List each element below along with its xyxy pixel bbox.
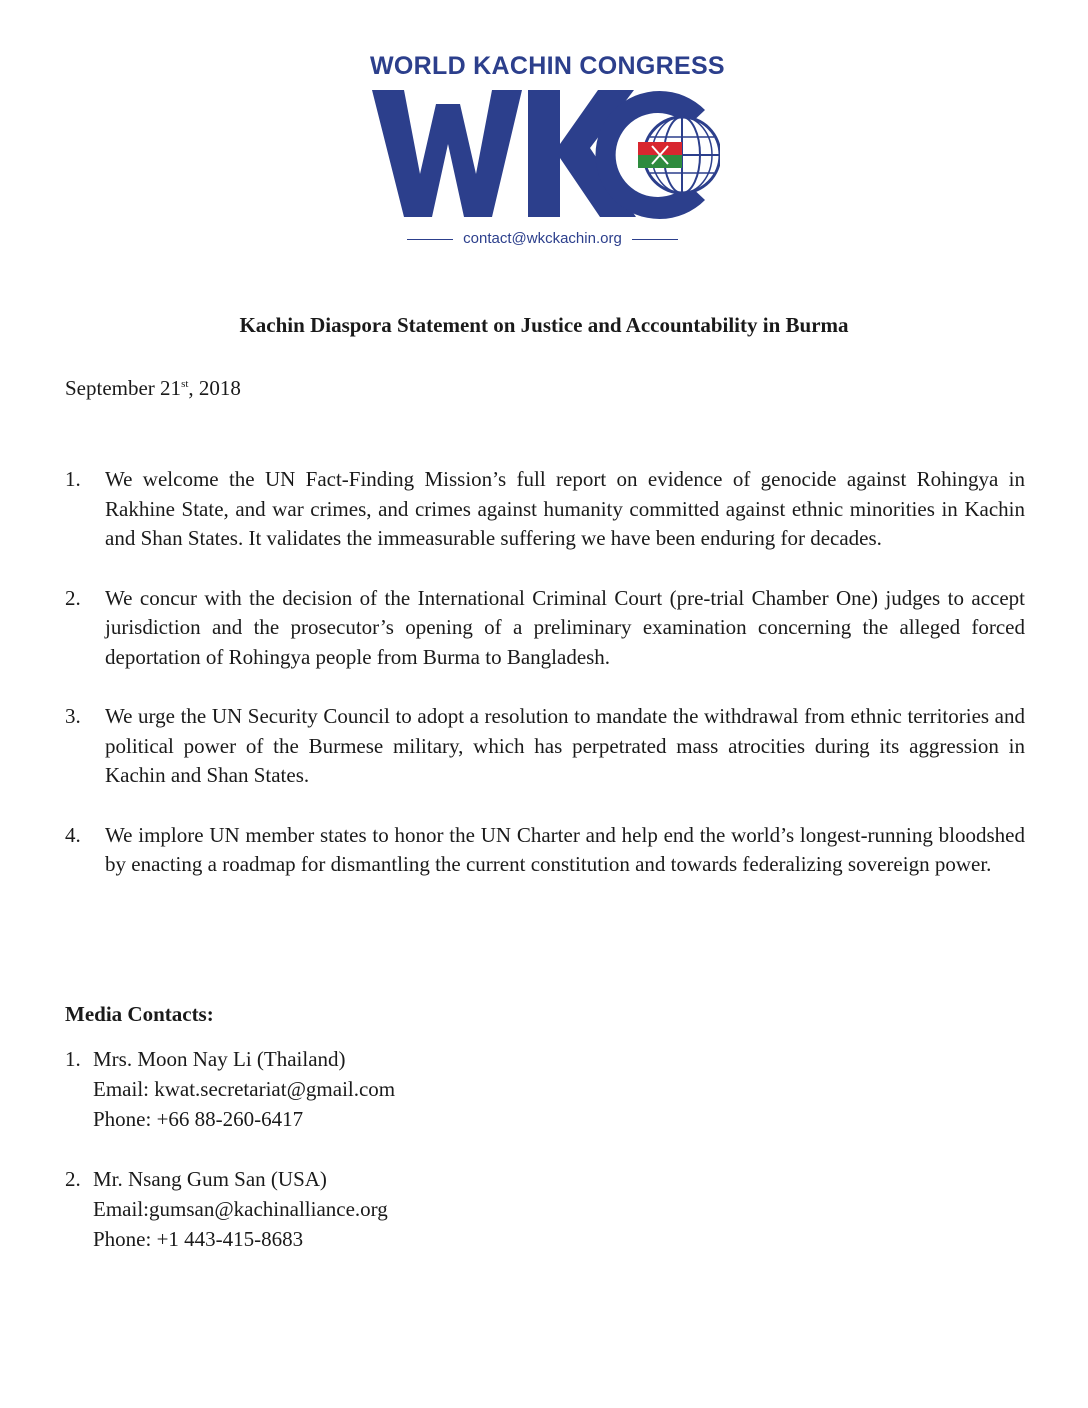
- contact-name: Mrs. Moon Nay Li (Thailand): [93, 1047, 346, 1071]
- contact-email[interactable]: Email:gumsan@kachinalliance.org: [93, 1197, 388, 1221]
- statement-item: [65, 465, 1025, 554]
- contact-item: [65, 1164, 395, 1254]
- contact-item: [65, 1044, 395, 1134]
- date-prefix: September 21: [65, 376, 182, 400]
- media-contacts-heading: Media Contacts:: [65, 1002, 214, 1026]
- contact-number: 2.: [65, 1167, 81, 1191]
- date-suffix: st: [181, 378, 189, 390]
- statement-text: We welcome the UN Fact-Finding Mission’s full report on evidence of genocide against Rohingya in Rakhine State, and war crimes, and crimes against humanity committed against ethnic minorities in Kachin and Shan States. It validates the immeasurable suffering we have been enduring for decades.: [105, 467, 1025, 550]
- statement-list: [65, 465, 1025, 910]
- statement-item: [65, 584, 1025, 673]
- statement-number: 3.: [65, 704, 81, 728]
- media-contacts-list: [65, 1044, 395, 1284]
- contact-phone: Phone: +1 443-415-8683: [93, 1227, 304, 1251]
- wkc-logo: [330, 52, 750, 252]
- email-text[interactable]: contact@wkckachin.org: [463, 230, 622, 247]
- contact-name: Mr. Nsang Gum San (USA): [93, 1167, 327, 1191]
- wkc-logo-mark: [370, 82, 720, 277]
- document-title: Kachin Diaspora Statement on Justice and Accountability in Burma: [239, 313, 849, 337]
- logo-letter-w: [372, 90, 522, 217]
- organization-name: WORLD KACHIN CONGRESS: [370, 52, 725, 80]
- contact-email[interactable]: Email: kwat.secretariat@gmail.com: [93, 1077, 396, 1101]
- kachin-flag-icon: [638, 142, 682, 168]
- organization-email: [370, 230, 715, 247]
- email-rule-left: [407, 239, 453, 240]
- document-date: [65, 376, 241, 401]
- statement-item: [65, 821, 1025, 880]
- statement-text: We implore UN member states to honor the UN Charter and help end the world’s longest-running bloodshed by enacting a roadmap for dismantling the current constitution and towards federalizing sovereign power.: [105, 822, 1025, 876]
- contact-number: 1.: [65, 1047, 81, 1071]
- statement-text: We concur with the decision of the International Criminal Court (pre-trial Chamber One) judges to accept jurisdiction and the prosecutor’s opening of a preliminary examination concerning the alleged forced deportation of Rohingya people from Burma to Bangladesh.: [105, 585, 1025, 669]
- email-rule-right: [632, 239, 678, 240]
- statement-number: 1.: [65, 467, 81, 491]
- statement-number: 2.: [65, 585, 81, 610]
- statement-item: [65, 702, 1025, 791]
- statement-text: We urge the UN Security Council to adopt a resolution to mandate the withdrawal from ethnic territories and political power of the Burmese military, which has perpetrated mass atrocities during its aggression in Kachin and Shan States.: [105, 704, 1025, 787]
- date-year: , 2018: [188, 376, 241, 400]
- contact-phone: Phone: +66 88-260-6417: [93, 1107, 304, 1131]
- statement-number: 4.: [65, 822, 81, 847]
